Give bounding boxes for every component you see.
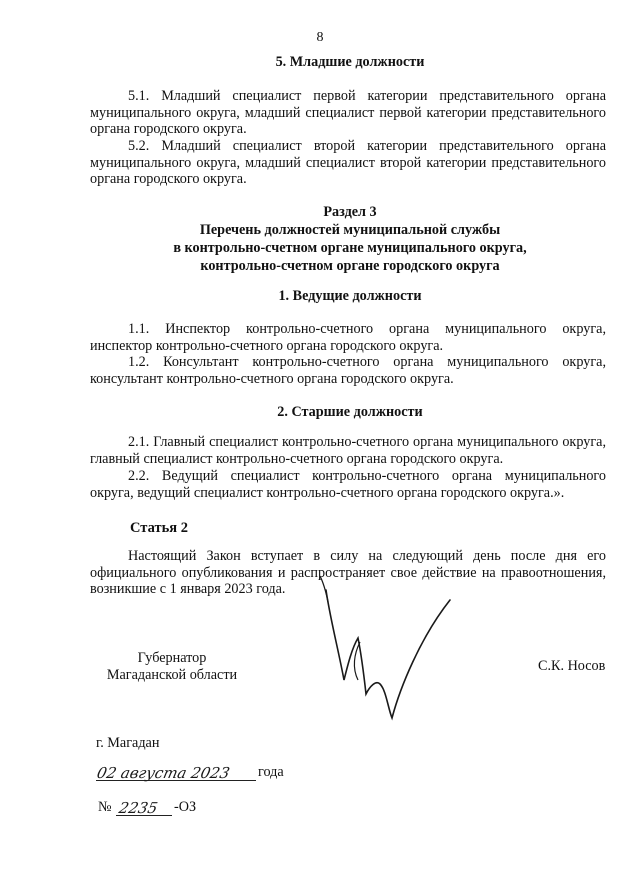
- article-2-heading: Статья 2: [130, 520, 188, 536]
- number-handwritten-text: 2235: [117, 799, 160, 817]
- page-number: 8: [316, 30, 324, 45]
- paragraph-1-2: 1.2. Консультант контрольно-счетного органа муниципального округа, консультант контрольно-счетного органа городского округа.: [90, 354, 606, 387]
- razdel-line-1: Перечень должностей муниципальной службы: [199, 222, 501, 238]
- signatory-name: С.К. Носов: [538, 658, 606, 674]
- signatory-title-line-2: Магаданской области: [106, 667, 238, 683]
- razdel-line-3: контрольно-счетном органе городского округа: [200, 258, 500, 274]
- number-line: [98, 795, 238, 821]
- date-line: [90, 760, 320, 786]
- signatory-title: [102, 650, 242, 684]
- section-heading-junior: 5. Младшие должности: [275, 54, 425, 70]
- paragraph-5-1: 5.1. Младший специалист первой категории представительного органа муниципального округа, младший специалист первой категории представительного органа городского округа.: [90, 88, 606, 137]
- number-handwriting: [117, 795, 180, 819]
- date-handwritten-text: 02 августа 2023: [95, 764, 232, 782]
- number-suffix: -ОЗ: [174, 799, 197, 815]
- article-2-text: Настоящий Закон вступает в силу на следующий день после дня его официального опубликования и распространяет свое действие на правоотношения, возникшие с 1 января 2023 года.: [90, 548, 606, 597]
- paragraph-2-2: 2.2. Ведущий специалист контрольно-счетного органа муниципального округа, ведущий специалист контрольно-счетного органа городского округа.».: [90, 468, 606, 501]
- paragraph-1-1: 1.1. Инспектор контрольно-счетного органа муниципального округа, инспектор контрольно-счетного органа городского округа.: [90, 321, 606, 354]
- date-suffix: года: [258, 764, 284, 780]
- section-heading-senior: 2. Старшие должности: [277, 404, 423, 420]
- number-prefix: №: [98, 799, 112, 815]
- paragraph-2-1: 2.1. Главный специалист контрольно-счетного органа муниципального округа, главный специалист контрольно-счетного органа городского округа.: [90, 434, 606, 467]
- date-handwriting: [95, 760, 258, 784]
- place-of-signing: г. Магадан: [96, 735, 160, 751]
- razdel-title: Раздел 3: [323, 204, 377, 220]
- razdel-line-2: в контрольно-счетном органе муниципального округа,: [173, 240, 527, 256]
- signatory-title-line-1: Губернатор: [137, 650, 207, 666]
- section-heading-lead: 1. Ведущие должности: [278, 288, 422, 304]
- handwritten-signature: [300, 568, 470, 728]
- paragraph-5-2: 5.2. Младший специалист второй категории представительного органа муниципального округа, младший специалист второй категории представительного органа городского округа.: [90, 138, 606, 187]
